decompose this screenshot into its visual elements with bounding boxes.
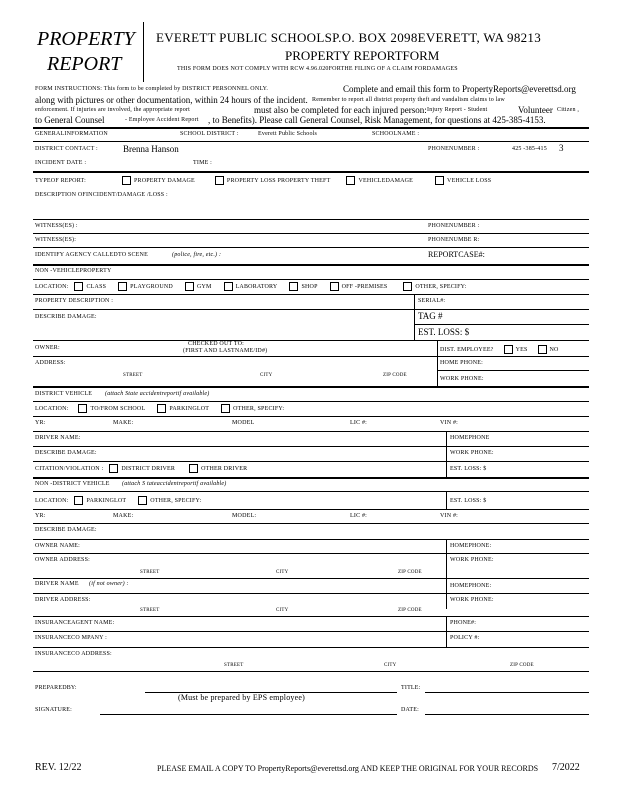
driver-zip-caption: ZIP CODE <box>398 608 422 613</box>
instructions-line4b: - Employee Accident Report <box>125 117 199 123</box>
instructions-line4c: , to Benefits). Please call General Counsel, Risk Management, for questions at 425-385-4153. <box>208 115 546 125</box>
column-divider <box>446 491 447 509</box>
ins-address-label: INSURANCECO ADDRESS: <box>35 651 112 657</box>
general-heading: GENERALINFORMATION <box>35 131 108 137</box>
ndv-model-label: MODEL: <box>232 513 257 519</box>
district-driver-checkbox[interactable] <box>109 464 118 473</box>
ndv-other-option: OTHER, SPECIFY: <box>150 497 202 504</box>
time-label: TIME : <box>193 160 213 166</box>
ins-phone-label: PHONE#: <box>450 620 477 626</box>
rule <box>33 616 589 617</box>
dv-yr-label: YR: <box>35 420 46 426</box>
agency-hint: (police, fire, etc.) : <box>172 252 222 258</box>
phone-value: 425 -385-415 <box>512 146 547 152</box>
rule <box>33 386 589 388</box>
owner-homephone-label: HOMEPHONE: <box>450 543 492 549</box>
column-divider <box>446 431 447 477</box>
logo-line-1: PROPERTY <box>37 28 135 50</box>
instructions-email: Complete and email this form to PropertyReports@everettsd.org <box>343 84 576 94</box>
agency-label: IDENTIFY AGENCY CALLEDTO SCENE <box>35 252 148 258</box>
instructions-line3d: Volunteer <box>518 105 553 115</box>
dv-home-phone-label: HOMEPHONE <box>450 435 490 441</box>
dv-make-label: MAKE: <box>113 420 134 426</box>
rule <box>33 491 589 492</box>
playground-checkbox[interactable] <box>118 282 127 291</box>
off-premises-option: OFF -PREMISES <box>341 283 388 290</box>
non-district-vehicle-hint: (attach S tateaccidentreportif available) <box>122 481 227 487</box>
vehicle-loss-checkbox[interactable] <box>435 176 444 185</box>
instructions-line2a: along with pictures or other documentation, within 24 hours of the incident. <box>35 95 308 105</box>
report-case-label: REPORTCASE#: <box>428 250 485 259</box>
driver-name-hint: (if not owner) : <box>89 581 129 587</box>
rcw-notice: THIS FORM DOES NOT COMPLY WITH RCW 4.96.020FORTHE FILING OF A CLAIM FORDAMAGES <box>177 66 458 72</box>
location-label: LOCATION: <box>35 283 69 290</box>
checked-out-hint: (FIRST AND LASTNAME/ID#) <box>183 348 268 354</box>
witness1-label: WITNESS(ES) : <box>35 223 78 229</box>
phone-label: PHONENUMBER : <box>428 146 480 152</box>
rule <box>33 401 589 402</box>
instructions-line3e: Citizen , <box>557 107 580 113</box>
citation-label: CITATION/VIOLATION : <box>35 465 104 472</box>
incident-date-label: INCIDENT DATE : <box>35 160 87 166</box>
rule <box>33 219 589 220</box>
driver-name-label: DRIVER NAME <box>35 581 79 587</box>
dv-parking-lot-option: PARKINGLOT <box>169 405 210 412</box>
dist-employee-row <box>440 345 559 354</box>
ndv-yr-label: YR: <box>35 513 46 519</box>
dv-model-label: MODEL <box>232 420 255 426</box>
dv-parking-lot-checkbox[interactable] <box>157 404 166 413</box>
driver-homephone-label: HOMEPHONE: <box>450 583 492 589</box>
rule <box>33 141 589 142</box>
vehicle-loss-option: VEHICLE LOSS <box>447 177 492 184</box>
rule <box>33 416 589 417</box>
ndv-other-checkbox[interactable] <box>138 496 147 505</box>
rule <box>33 356 589 357</box>
witness1-phone-label: PHONENUMBER : <box>428 223 480 229</box>
instructions-line1a: FORM INSTRUCTIONS: This form to be completed by DISTRICT PERSONNEL ONLY. <box>35 86 269 92</box>
checked-out-label: CHECKED OUT TO: <box>188 341 245 347</box>
property-description-label: PROPERTY DESCRIPTION : <box>35 298 114 304</box>
street-caption: STREET <box>123 373 143 378</box>
dv-vin-label: VIN #: <box>440 420 459 426</box>
school-name-label: SCHOOLNAME : <box>372 131 420 137</box>
non-district-vehicle-heading: NON -DISTRICT VEHICLE <box>35 481 110 487</box>
rule <box>33 553 589 554</box>
serial-label: SERIAL#: <box>418 298 446 304</box>
rule <box>33 461 589 462</box>
dv-other-checkbox[interactable] <box>221 404 230 413</box>
ins-street-caption: STREET <box>224 663 244 668</box>
rule <box>33 593 589 594</box>
ndv-lic-label: LIC #: <box>350 513 368 519</box>
rule <box>33 523 589 524</box>
driver-address-label: DRIVER ADDRESS: <box>35 597 91 603</box>
witness2-phone-label: PHONENUMBE R: <box>428 237 480 243</box>
title-line[interactable] <box>425 692 589 693</box>
driver-city-caption: CITY <box>276 608 289 613</box>
vehicle-damage-checkbox[interactable] <box>346 176 355 185</box>
owner-name-label: OWNER NAME: <box>35 543 81 549</box>
yes-option: YES <box>515 346 528 353</box>
owner-street-caption: STREET <box>140 570 160 575</box>
rule <box>33 509 589 510</box>
column-divider <box>446 616 447 648</box>
revision: REV. 12/22 <box>35 762 82 773</box>
rule <box>33 340 589 341</box>
date-line[interactable] <box>425 714 589 715</box>
property-loss-theft-option: PROPERTY LOSS PROPERTY THEFT <box>226 177 331 184</box>
to-from-school-checkbox[interactable] <box>78 404 87 413</box>
owner-address-label: OWNER ADDRESS: <box>35 557 90 563</box>
column-divider <box>437 340 438 386</box>
rule <box>33 578 589 579</box>
laboratory-checkbox[interactable] <box>224 282 233 291</box>
instructions-line2b: Remember to report all district property theft and vandalism claims to law <box>312 97 505 103</box>
est-loss-label: EST. LOSS: $ <box>418 327 470 337</box>
dv-damage-label: DESCRIBE DAMAGE: <box>35 450 97 456</box>
org-address: EVERETT PUBLIC SCHOOLSP.O. BOX 2098EVERETT, WA 98213 <box>156 30 542 45</box>
off-premises-checkbox[interactable] <box>330 282 339 291</box>
owner-work-phone-label: WORK PHONE: <box>450 557 494 563</box>
signature-line[interactable] <box>100 714 397 715</box>
non-vehicle-damage-label: DESCRIBE DAMAGE: <box>35 314 97 320</box>
ndv-parking-lot-checkbox[interactable] <box>74 496 83 505</box>
rule <box>437 370 589 371</box>
ndv-location-row <box>35 496 201 505</box>
policy-label: POLICY #: <box>450 635 480 641</box>
phone-value-suffix: 3 <box>559 143 564 153</box>
ndv-make-label: MAKE: <box>113 513 134 519</box>
class-checkbox[interactable] <box>74 282 83 291</box>
property-damage-checkbox[interactable] <box>122 176 131 185</box>
footer-date: 7/2022 <box>552 762 580 773</box>
rule <box>33 264 589 266</box>
rule <box>33 279 589 280</box>
shop-checkbox[interactable] <box>289 282 298 291</box>
rule <box>33 647 589 648</box>
class-option: CLASS <box>86 283 107 290</box>
witness2-label: WITNESS(ES): <box>35 237 77 243</box>
ndv-parking-lot-option: PARKINGLOT <box>86 497 127 504</box>
logo-line-2: REPORT <box>47 53 122 75</box>
rule <box>33 171 589 173</box>
rule <box>33 294 589 295</box>
driver-street-caption: STREET <box>140 608 160 613</box>
other-driver-checkbox[interactable] <box>189 464 198 473</box>
rule <box>414 324 589 325</box>
district-vehicle-heading: DISTRICT VEHICLE <box>35 391 93 397</box>
laboratory-option: LABORATORY <box>235 283 278 290</box>
home-phone-label: HOME PHONE: <box>440 360 484 366</box>
ndv-vin-label: VIN #: <box>440 513 459 519</box>
city-caption: CITY <box>260 373 273 378</box>
tag-label: TAG # <box>418 311 443 321</box>
contact-value: Brenna Hanson <box>123 144 179 154</box>
instructions-line3c: Injury Report - Student <box>427 107 488 113</box>
other-location-checkbox[interactable] <box>403 282 412 291</box>
school-district-label: SCHOOL DISTRICT : <box>180 131 239 137</box>
dv-lic-label: LIC #: <box>350 420 368 426</box>
other-driver-option: OTHER DRIVER <box>201 465 248 472</box>
column-divider <box>414 294 415 341</box>
rule <box>33 233 589 234</box>
school-district-value: Everett Public Schools <box>258 131 318 137</box>
dist-employee-label: DIST. EMPLOYEE? <box>440 346 494 353</box>
shop-option: SHOP <box>301 283 318 290</box>
zip-caption: ZIP CODE <box>383 373 407 378</box>
district-vehicle-location-row <box>35 404 284 413</box>
report-type-label: TYPEOF REPORT: <box>35 177 86 184</box>
signature-label: SIGNATURE: <box>35 707 73 713</box>
citation-row <box>35 464 247 473</box>
owner-city-caption: CITY <box>276 570 289 575</box>
work-phone-label: WORK PHONE: <box>440 376 484 382</box>
ins-agent-label: INSURANCEAGENT NAME: <box>35 620 115 626</box>
other-location-option: OTHER, SPECIFY: <box>415 283 467 290</box>
dv-driver-label: DRIVER NAME: <box>35 435 81 441</box>
date-label: DATE: <box>401 707 419 713</box>
vehicle-damage-option: VEHICLEDAMAGE <box>358 177 414 184</box>
non-vehicle-location-row <box>35 282 467 291</box>
owner-zip-caption: ZIP CODE <box>398 570 422 575</box>
playground-option: PLAYGROUND <box>130 283 173 290</box>
report-type-row <box>35 176 491 185</box>
rule <box>33 247 589 248</box>
rule <box>33 446 589 447</box>
gym-checkbox[interactable] <box>185 282 194 291</box>
footer-instructions: PLEASE EMAIL A COPY TO PropertyReports@everettsd.org AND KEEP THE ORIGINAL FOR YOUR RECORDS <box>157 764 539 773</box>
dv-work-phone-label: WORK PHONE: <box>450 450 494 456</box>
rule <box>33 671 589 672</box>
property-loss-checkbox[interactable] <box>215 176 224 185</box>
prepared-by-label: PREPAREDBY: <box>35 685 77 691</box>
prepared-by-hint: (Must be prepared by EPS employee) <box>178 693 305 702</box>
ndv-location-label: LOCATION: <box>35 497 69 504</box>
column-divider <box>446 539 447 609</box>
instructions-line3a: enforcement. If injuries are involved, the appropriate report <box>35 107 190 113</box>
no-option: NO <box>549 346 559 353</box>
rule <box>33 431 589 432</box>
rule <box>33 477 589 479</box>
rule <box>33 539 589 540</box>
ins-zip-caption: ZIP CODE <box>510 663 534 668</box>
header-divider <box>143 22 144 82</box>
instructions-line3b: must also be completed for each injured person: <box>254 105 427 115</box>
rule <box>33 127 589 129</box>
ndv-est-loss-label: EST. LOSS: $ <box>450 498 487 504</box>
dv-est-loss-label: EST. LOSS: $ <box>450 466 487 472</box>
rule <box>33 309 589 310</box>
district-driver-option: DISTRICT DRIVER <box>121 465 176 472</box>
rule <box>33 631 589 632</box>
to-from-school-option: TO/FROM SCHOOL <box>90 405 146 412</box>
yes-checkbox[interactable] <box>504 345 513 354</box>
gym-option: GYM <box>196 283 212 290</box>
driver-work-phone-label: WORK PHONE: <box>450 597 494 603</box>
ins-city-caption: CITY <box>384 663 397 668</box>
dv-other-option: OTHER, SPECIFY: <box>233 405 285 412</box>
title-label: TITLE: <box>401 685 421 691</box>
form-title: PROPERTY REPORTFORM <box>285 48 440 63</box>
dv-location-label: LOCATION: <box>35 405 69 412</box>
no-checkbox[interactable] <box>538 345 547 354</box>
ins-company-label: INSURANCECO MPANY : <box>35 635 108 641</box>
instructions-line4a: to General Counsel <box>35 115 105 125</box>
non-vehicle-heading: NON -VEHICLEPROPERTY <box>35 268 112 274</box>
owner-label: OWNER: <box>35 345 60 351</box>
property-damage-option: PROPERTY DAMAGE <box>133 177 195 184</box>
description-label: DESCRIPTION OFINCIDENT/DAMAGE /LOSS : <box>35 192 168 198</box>
address-label: ADDRESS: <box>35 360 66 366</box>
ndv-damage-label: DESCRIBE DAMAGE: <box>35 527 97 533</box>
contact-label: DISTRICT CONTACT : <box>35 146 98 152</box>
district-vehicle-hint: (attach State accidentreportif available) <box>105 391 210 397</box>
